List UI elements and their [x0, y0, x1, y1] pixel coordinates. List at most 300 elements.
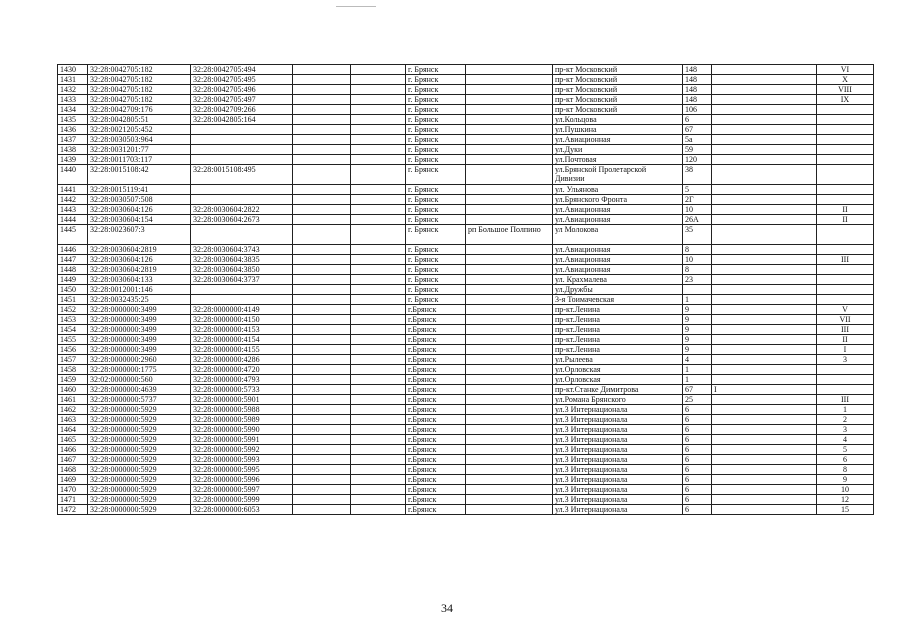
- object-cadastral-number-cell: 32:28:0000000:5733: [191, 385, 293, 395]
- premises-number-cell: [817, 265, 874, 275]
- empty-cell: [293, 75, 351, 85]
- cadastral-number-cell: 32:28:0023607:3: [88, 225, 191, 245]
- empty-cell: [351, 65, 406, 75]
- row-number-cell: 1457: [58, 355, 88, 365]
- premises-number-cell: 6: [817, 455, 874, 465]
- table-row: [58, 185, 874, 195]
- premises-number-cell: 3: [817, 355, 874, 365]
- extra-cell: [712, 305, 817, 315]
- premises-number-cell: [817, 155, 874, 165]
- city-cell: г.Брянск: [406, 345, 466, 355]
- object-cadastral-number-cell: 32:28:0000000:5992: [191, 445, 293, 455]
- table-row: [58, 485, 874, 495]
- empty-cell: [351, 465, 406, 475]
- extra-cell: [712, 505, 817, 515]
- street-line: ул.Брянской Пролетарской: [555, 165, 647, 174]
- city-cell: г. Брянск: [406, 215, 466, 225]
- street-cell: ул.Почтовая: [553, 155, 683, 165]
- premises-number-cell: [817, 275, 874, 285]
- table-row: [58, 415, 874, 425]
- empty-cell: [351, 205, 406, 215]
- premises-number-cell: [817, 245, 874, 255]
- cadastral-number-cell: 32:02:0000000:560: [88, 375, 191, 385]
- table-row: [58, 145, 874, 155]
- row-number-cell: 1463: [58, 415, 88, 425]
- object-cadastral-number-cell: 32:28:0000000:4793: [191, 375, 293, 385]
- extra-cell: [712, 395, 817, 405]
- empty-cell: [351, 495, 406, 505]
- cadastral-number-cell: 32:28:0042705:182: [88, 65, 191, 75]
- settlement-cell: [466, 115, 553, 125]
- cadastral-number-cell: 32:28:0042705:182: [88, 95, 191, 105]
- extra-cell: [712, 425, 817, 435]
- object-cadastral-number-cell: 32:28:0042705:497: [191, 95, 293, 105]
- row-number-cell: 1450: [58, 285, 88, 295]
- row-number-cell: 1455: [58, 335, 88, 345]
- empty-cell: [293, 375, 351, 385]
- street-cell: ул.3 Интернационала: [553, 495, 683, 505]
- street-cell: ул.Дуки: [553, 145, 683, 155]
- street-cell: ул.Дружбы: [553, 285, 683, 295]
- house-number-cell: 25: [683, 395, 712, 405]
- city-cell: г.Брянск: [406, 455, 466, 465]
- empty-cell: [351, 155, 406, 165]
- premises-number-cell: [817, 105, 874, 115]
- city-cell: г.Брянск: [406, 355, 466, 365]
- empty-cell: [351, 365, 406, 375]
- empty-cell: [293, 245, 351, 255]
- register-table-body: [58, 65, 874, 515]
- extra-cell: [712, 225, 817, 245]
- extra-cell: [712, 315, 817, 325]
- house-number-cell: 148: [683, 65, 712, 75]
- street-cell: [553, 165, 683, 185]
- city-cell: г.Брянск: [406, 395, 466, 405]
- object-cadastral-number-cell: 32:28:0000000:5995: [191, 465, 293, 475]
- empty-cell: [293, 165, 351, 185]
- settlement-cell: [466, 65, 553, 75]
- premises-number-cell: [817, 365, 874, 375]
- object-cadastral-number-cell: [191, 225, 293, 245]
- object-cadastral-number-cell: 32:28:0000000:5901: [191, 395, 293, 405]
- table-row: [58, 325, 874, 335]
- empty-cell: [293, 455, 351, 465]
- premises-number-cell: [817, 125, 874, 135]
- settlement-cell: [466, 165, 553, 185]
- city-cell: г.Брянск: [406, 305, 466, 315]
- house-number-cell: 9: [683, 315, 712, 325]
- city-cell: г. Брянск: [406, 245, 466, 255]
- settlement-cell: [466, 275, 553, 285]
- extra-cell: [712, 255, 817, 265]
- premises-number-cell: 4: [817, 435, 874, 445]
- row-number-cell: 1432: [58, 85, 88, 95]
- city-cell: г. Брянск: [406, 65, 466, 75]
- house-number-cell: 6: [683, 415, 712, 425]
- table-row: [58, 115, 874, 125]
- row-number-cell: 1461: [58, 395, 88, 405]
- table-row: [58, 395, 874, 405]
- city-cell: г.Брянск: [406, 445, 466, 455]
- row-number-cell: 1472: [58, 505, 88, 515]
- row-number-cell: 1444: [58, 215, 88, 225]
- empty-cell: [351, 305, 406, 315]
- row-number-cell: 1439: [58, 155, 88, 165]
- row-number-cell: 1467: [58, 455, 88, 465]
- cadastral-number-cell: 32:28:0030604:2819: [88, 245, 191, 255]
- extra-cell: [712, 185, 817, 195]
- table-row: [58, 285, 874, 295]
- street-cell: ул.3 Интернационала: [553, 415, 683, 425]
- city-cell: г. Брянск: [406, 225, 466, 245]
- city-cell: г.Брянск: [406, 475, 466, 485]
- street-cell: ул.3 Интернационала: [553, 405, 683, 415]
- empty-cell: [293, 345, 351, 355]
- street-cell: пр-кт.Ленина: [553, 305, 683, 315]
- settlement-cell: [466, 185, 553, 195]
- empty-cell: [351, 505, 406, 515]
- table-row: [58, 465, 874, 475]
- object-cadastral-number-cell: 32:28:0042705:494: [191, 65, 293, 75]
- settlement-cell: [466, 505, 553, 515]
- object-cadastral-number-cell: 32:28:0000000:4286: [191, 355, 293, 365]
- settlement-cell: [466, 85, 553, 95]
- premises-number-cell: [817, 185, 874, 195]
- settlement-cell: [466, 405, 553, 415]
- empty-cell: [293, 305, 351, 315]
- object-cadastral-number-cell: 32:28:0000000:4720: [191, 365, 293, 375]
- house-number-cell: 9: [683, 345, 712, 355]
- object-cadastral-number-cell: [191, 145, 293, 155]
- extra-cell: [712, 475, 817, 485]
- table-row: [58, 75, 874, 85]
- house-number-cell: 148: [683, 85, 712, 95]
- house-number-cell: 120: [683, 155, 712, 165]
- street-cell: ул.3 Интернационала: [553, 475, 683, 485]
- empty-cell: [351, 475, 406, 485]
- empty-cell: [351, 225, 406, 245]
- row-number-cell: 1468: [58, 465, 88, 475]
- empty-cell: [351, 355, 406, 365]
- empty-cell: [293, 255, 351, 265]
- row-number-cell: 1459: [58, 375, 88, 385]
- extra-cell: [712, 135, 817, 145]
- city-cell: г. Брянск: [406, 145, 466, 155]
- street-cell: ул.Кольцова: [553, 115, 683, 125]
- house-number-cell: 6: [683, 475, 712, 485]
- street-cell: пр-кт.Станке Димитрова: [553, 385, 683, 395]
- house-number-cell: 5а: [683, 135, 712, 145]
- house-number-cell: 6: [683, 485, 712, 495]
- house-number-cell: 6: [683, 425, 712, 435]
- street-cell: ул.Авиационная: [553, 255, 683, 265]
- row-number-cell: 1453: [58, 315, 88, 325]
- premises-number-cell: V: [817, 305, 874, 315]
- street-line-continued: Дивизии: [555, 174, 585, 183]
- street-cell: ул. Крахмалева: [553, 275, 683, 285]
- empty-cell: [293, 325, 351, 335]
- cadastral-number-cell: 32:28:0012001:146: [88, 285, 191, 295]
- street-cell: ул.Авиационная: [553, 265, 683, 275]
- object-cadastral-number-cell: 32:28:0000000:4155: [191, 345, 293, 355]
- row-number-cell: 1469: [58, 475, 88, 485]
- row-number-cell: 1443: [58, 205, 88, 215]
- settlement-cell: [466, 205, 553, 215]
- city-cell: г.Брянск: [406, 505, 466, 515]
- house-number-cell: 6: [683, 435, 712, 445]
- premises-number-cell: 15: [817, 505, 874, 515]
- premises-number-cell: 2: [817, 415, 874, 425]
- row-number-cell: 1442: [58, 195, 88, 205]
- extra-cell: [712, 335, 817, 345]
- extra-cell: [712, 245, 817, 255]
- street-cell: пр-кт Московский: [553, 105, 683, 115]
- empty-cell: [293, 485, 351, 495]
- empty-cell: [351, 295, 406, 305]
- empty-cell: [293, 285, 351, 295]
- cadastral-number-cell: 32:28:0000000:5929: [88, 415, 191, 425]
- table-row: [58, 165, 874, 185]
- city-cell: г.Брянск: [406, 315, 466, 325]
- table-row: [58, 365, 874, 375]
- house-number-cell: 6: [683, 505, 712, 515]
- row-number-cell: 1441: [58, 185, 88, 195]
- extra-cell: [712, 285, 817, 295]
- cadastral-number-cell: 32:28:0000000:3499: [88, 325, 191, 335]
- premises-number-cell: 3: [817, 425, 874, 435]
- settlement-cell: [466, 125, 553, 135]
- city-cell: г. Брянск: [406, 75, 466, 85]
- street-cell: ул.Авиационная: [553, 245, 683, 255]
- empty-cell: [293, 365, 351, 375]
- extra-cell: [712, 125, 817, 135]
- street-cell: ул.3 Интернационала: [553, 425, 683, 435]
- row-number-cell: 1438: [58, 145, 88, 155]
- house-number-cell: 1: [683, 295, 712, 305]
- street-cell: ул.3 Интернационала: [553, 485, 683, 495]
- cadastral-number-cell: 32:28:0030604:2819: [88, 265, 191, 275]
- empty-cell: [351, 485, 406, 495]
- house-number-cell: 9: [683, 325, 712, 335]
- cadastral-number-cell: 32:28:0015119:41: [88, 185, 191, 195]
- row-number-cell: 1460: [58, 385, 88, 395]
- street-cell: пр-кт Московский: [553, 95, 683, 105]
- extra-cell: [712, 455, 817, 465]
- cadastral-number-cell: 32:28:0000000:3499: [88, 315, 191, 325]
- extra-cell: [712, 325, 817, 335]
- settlement-cell: [466, 425, 553, 435]
- cadastral-number-cell: 32:28:0000000:5929: [88, 485, 191, 495]
- table-row: [58, 305, 874, 315]
- empty-cell: [293, 295, 351, 305]
- street-cell: ул.Рылеева: [553, 355, 683, 365]
- extra-cell: [712, 375, 817, 385]
- empty-cell: [293, 395, 351, 405]
- premises-number-cell: II: [817, 215, 874, 225]
- house-number-cell: 148: [683, 95, 712, 105]
- cadastral-number-cell: 32:28:0000000:3499: [88, 345, 191, 355]
- extra-cell: [712, 485, 817, 495]
- table-row: [58, 215, 874, 225]
- table-row: [58, 65, 874, 75]
- empty-cell: [351, 105, 406, 115]
- empty-cell: [293, 115, 351, 125]
- house-number-cell: 67: [683, 125, 712, 135]
- cadastral-number-cell: 32:28:0042705:182: [88, 85, 191, 95]
- extra-cell: [712, 415, 817, 425]
- settlement-cell: [466, 315, 553, 325]
- empty-cell: [293, 215, 351, 225]
- empty-cell: [293, 435, 351, 445]
- table-row: [58, 225, 874, 245]
- empty-cell: [351, 395, 406, 405]
- table-row: [58, 155, 874, 165]
- empty-cell: [351, 85, 406, 95]
- city-cell: г. Брянск: [406, 125, 466, 135]
- object-cadastral-number-cell: 32:28:0042709:266: [191, 105, 293, 115]
- city-cell: г.Брянск: [406, 415, 466, 425]
- settlement-cell: [466, 485, 553, 495]
- city-cell: г.Брянск: [406, 405, 466, 415]
- object-cadastral-number-cell: 32:28:0000000:5991: [191, 435, 293, 445]
- empty-cell: [293, 205, 351, 215]
- street-cell: пр-кт Московский: [553, 75, 683, 85]
- object-cadastral-number-cell: 32:28:0000000:4153: [191, 325, 293, 335]
- table-row: [58, 315, 874, 325]
- extra-cell: [712, 445, 817, 455]
- row-number-cell: 1470: [58, 485, 88, 495]
- cadastral-number-cell: 32:28:0030604:126: [88, 255, 191, 265]
- extra-cell: [712, 435, 817, 445]
- settlement-cell: [466, 435, 553, 445]
- extra-cell: [712, 345, 817, 355]
- table-row: [58, 335, 874, 345]
- row-number-cell: 1462: [58, 405, 88, 415]
- settlement-cell: [466, 465, 553, 475]
- empty-cell: [351, 435, 406, 445]
- row-number-cell: 1454: [58, 325, 88, 335]
- premises-number-cell: 10: [817, 485, 874, 495]
- house-number-cell: 10: [683, 255, 712, 265]
- row-number-cell: 1447: [58, 255, 88, 265]
- scan-mark: [336, 6, 376, 7]
- object-cadastral-number-cell: 32:28:0000000:5999: [191, 495, 293, 505]
- object-cadastral-number-cell: [191, 155, 293, 165]
- table-row: [58, 455, 874, 465]
- cadastral-number-cell: 32:28:0000000:2960: [88, 355, 191, 365]
- extra-cell: [712, 115, 817, 125]
- city-cell: г.Брянск: [406, 325, 466, 335]
- city-cell: г. Брянск: [406, 205, 466, 215]
- empty-cell: [351, 425, 406, 435]
- row-number-cell: 1436: [58, 125, 88, 135]
- object-cadastral-number-cell: 32:28:0030604:3850: [191, 265, 293, 275]
- empty-cell: [293, 465, 351, 475]
- settlement-cell: [466, 365, 553, 375]
- empty-cell: [351, 185, 406, 195]
- premises-number-cell: [817, 165, 874, 185]
- table-row: [58, 355, 874, 365]
- house-number-cell: 38: [683, 165, 712, 185]
- cadastral-number-cell: 32:28:0030503:964: [88, 135, 191, 145]
- premises-number-cell: VII: [817, 315, 874, 325]
- object-cadastral-number-cell: 32:28:0015108:495: [191, 165, 293, 185]
- cadastral-number-cell: 32:28:0000000:5929: [88, 425, 191, 435]
- empty-cell: [351, 445, 406, 455]
- cadastral-number-cell: 32:28:0000000:5737: [88, 395, 191, 405]
- empty-cell: [293, 275, 351, 285]
- house-number-cell: 8: [683, 265, 712, 275]
- empty-cell: [293, 195, 351, 205]
- house-number-cell: 67: [683, 385, 712, 395]
- empty-cell: [293, 405, 351, 415]
- city-cell: г. Брянск: [406, 275, 466, 285]
- extra-cell: [712, 195, 817, 205]
- object-cadastral-number-cell: 32:28:0030604:3737: [191, 275, 293, 285]
- premises-number-cell: IX: [817, 95, 874, 105]
- table-row: [58, 255, 874, 265]
- row-number-cell: 1434: [58, 105, 88, 115]
- settlement-cell: [466, 355, 553, 365]
- table-row: [58, 195, 874, 205]
- settlement-cell: [466, 195, 553, 205]
- premises-number-cell: 8: [817, 465, 874, 475]
- empty-cell: [293, 475, 351, 485]
- premises-number-cell: 9: [817, 475, 874, 485]
- empty-cell: [293, 155, 351, 165]
- empty-cell: [351, 285, 406, 295]
- premises-number-cell: II: [817, 205, 874, 215]
- extra-cell: [712, 85, 817, 95]
- table-row: [58, 295, 874, 305]
- table-row: [58, 95, 874, 105]
- settlement-cell: [466, 215, 553, 225]
- house-number-cell: 8: [683, 245, 712, 255]
- empty-cell: [351, 215, 406, 225]
- empty-cell: [293, 335, 351, 345]
- empty-cell: [351, 335, 406, 345]
- premises-number-cell: II: [817, 335, 874, 345]
- object-cadastral-number-cell: 32:28:0030604:3743: [191, 245, 293, 255]
- empty-cell: [351, 165, 406, 185]
- table-row: [58, 445, 874, 455]
- settlement-cell: [466, 285, 553, 295]
- empty-cell: [293, 445, 351, 455]
- city-cell: г. Брянск: [406, 285, 466, 295]
- settlement-cell: [466, 455, 553, 465]
- extra-cell: [712, 95, 817, 105]
- city-cell: г.Брянск: [406, 375, 466, 385]
- table-row: [58, 85, 874, 95]
- empty-cell: [351, 455, 406, 465]
- city-cell: г. Брянск: [406, 195, 466, 205]
- extra-cell: [712, 105, 817, 115]
- extra-cell: [712, 495, 817, 505]
- extra-cell: [712, 165, 817, 185]
- object-cadastral-number-cell: 32:28:0042705:496: [191, 85, 293, 95]
- street-cell: 3-я Тоимачевская: [553, 295, 683, 305]
- empty-cell: [351, 95, 406, 105]
- house-number-cell: 1: [683, 365, 712, 375]
- empty-cell: [351, 345, 406, 355]
- house-number-cell: 59: [683, 145, 712, 155]
- row-number-cell: 1466: [58, 445, 88, 455]
- street-cell: ул.Орловская: [553, 375, 683, 385]
- empty-cell: [293, 355, 351, 365]
- table-row: [58, 495, 874, 505]
- cadastral-number-cell: 32:28:0042705:182: [88, 75, 191, 85]
- settlement-cell: [466, 495, 553, 505]
